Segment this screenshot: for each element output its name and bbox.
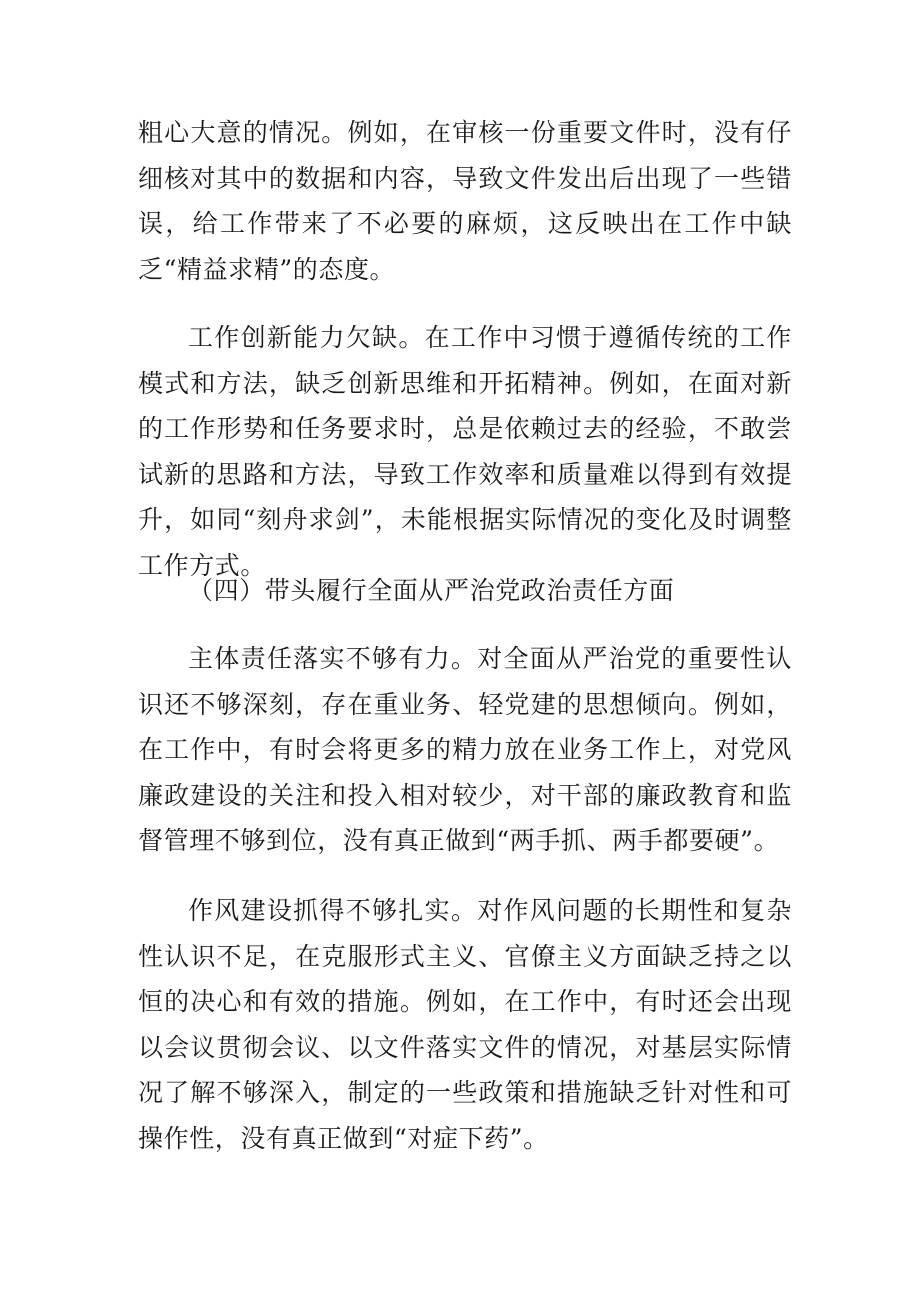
section-heading: （四）带头履行全面从严治党政治责任方面 <box>188 576 675 605</box>
paragraph-responsibility: 主体责任落实不够有力。对全面从严治党的重要性认识还不够深刻，存在重业务、轻党建的思想倾向。例如，在工作中，有时会将更多的精力放在业务工作上，对党风廉政建设的关注和投入相对较少，对干部的廉政教育和监督管理不够到位，没有真正做到“两手抓、两手都要硬”。 <box>138 644 792 856</box>
paragraph-innovation: 工作创新能力欠缺。在工作中习惯于遵循传统的工作模式和方法，缺乏创新思维和开拓精神。例如，在面对新的工作形势和任务要求时，总是依赖过去的经验，不敢尝试新的思路和方法，导致工作效率和质量难以得到有效提升，如同“刻舟求剑”，未能根据实际情况的变化及时调整工作方式。 <box>138 323 792 580</box>
paragraph-continuation: 粗心大意的情况。例如，在审核一份重要文件时，没有仔细核对其中的数据和内容，导致文件发出后出现了一些错误，给工作带来了不必要的麻烦，这反映出在工作中缺乏“精益求精”的态度。 <box>138 118 792 284</box>
paragraph-work-style: 作风建设抓得不够扎实。对作风问题的长期性和复杂性认识不足，在克服形式主义、官僚主义方面缺乏持之以恒的决心和有效的措施。例如，在工作中，有时还会出现以会议贯彻会议、以文件落实文件的情况，对基层实际情况了解不够深入，制定的一些政策和措施缺乏针对性和可操作性，没有真正做到“对症下药”。 <box>138 896 792 1153</box>
